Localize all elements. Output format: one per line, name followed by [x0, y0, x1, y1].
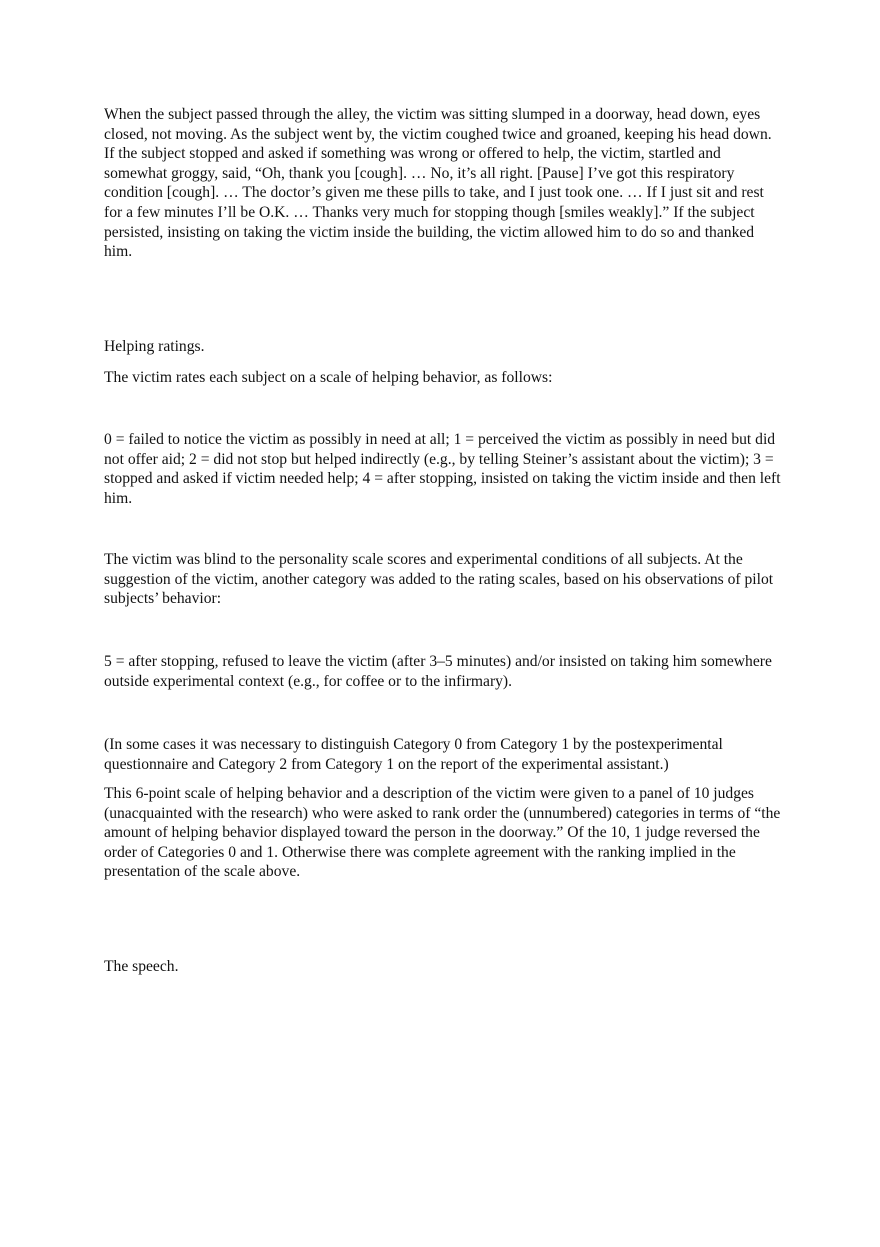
- paragraph-victim-rates: The victim rates each subject on a scale of helping behavior, as follows:: [104, 369, 553, 386]
- paragraph-six-point-scale: This 6-point scale of helping behavior and a description of the victim were given to a panel of 10 judges (unacquainted with the research) who were asked to rank order the (unnumbered) categories in terms of “the amount of helping behavior displayed toward the person in the doorway.” Of the 10, 1 judge reversed the order of Categories 0 and 1. Otherwise there was complete agreement with the ranking implied in the presentation of the scale above.: [104, 785, 781, 881]
- paragraph-category-five: 5 = after stopping, refused to leave the victim (after 3–5 minutes) and/or insisted on taking him somewhere outside experimental context (e.g., for coffee or to the infirmary).: [104, 653, 772, 690]
- paragraph-helping-scale: 0 = failed to notice the victim as possibly in need at all; 1 = perceived the victim as possibly in need but did not offer aid; 2 = did not stop but helped indirectly (e.g., by telling Steiner’s assistant about the victim); 3 = stopped and asked if victim needed help; 4 = after stopping, insisted on taking the victim inside and then left him.: [104, 431, 781, 507]
- paragraph-category-cases: (In some cases it was necessary to distinguish Category 0 from Category 1 by the postexperimental questionnaire and Category 2 from Category 1 on the report of the experimental assistant.): [104, 736, 723, 773]
- paragraph-victim-blind: The victim was blind to the personality scale scores and experimental conditions of all subjects. At the suggestion of the victim, another category was added to the rating scales, based on his observations of pilot subjects’ behavior:: [104, 551, 774, 608]
- paragraph-alley-scenario: When the subject passed through the alley, the victim was sitting slumped in a doorway, head down, eyes closed, not moving. As the subject went by, the victim coughed twice and groaned, keeping his head down. If the subject stopped and asked if something was wrong or offered to help, the victim, startled and somewhat groggy, said, “Oh, thank you [cough]. … No, it’s all right. [Pause] I’ve got this respiratory condition [cough]. … The doctor’s given me these pills to take, and I just took one. … If I just sit and rest for a few minutes I’ll be O.K. … Thanks very much for stopping though [smiles weakly].” If the subject persisted, insisting on taking the victim inside the building, the victim allowed him to do so and thanked him.: [104, 106, 772, 261]
- section-heading-helping-ratings: Helping ratings.: [104, 338, 205, 355]
- section-heading-speech: The speech.: [104, 958, 179, 975]
